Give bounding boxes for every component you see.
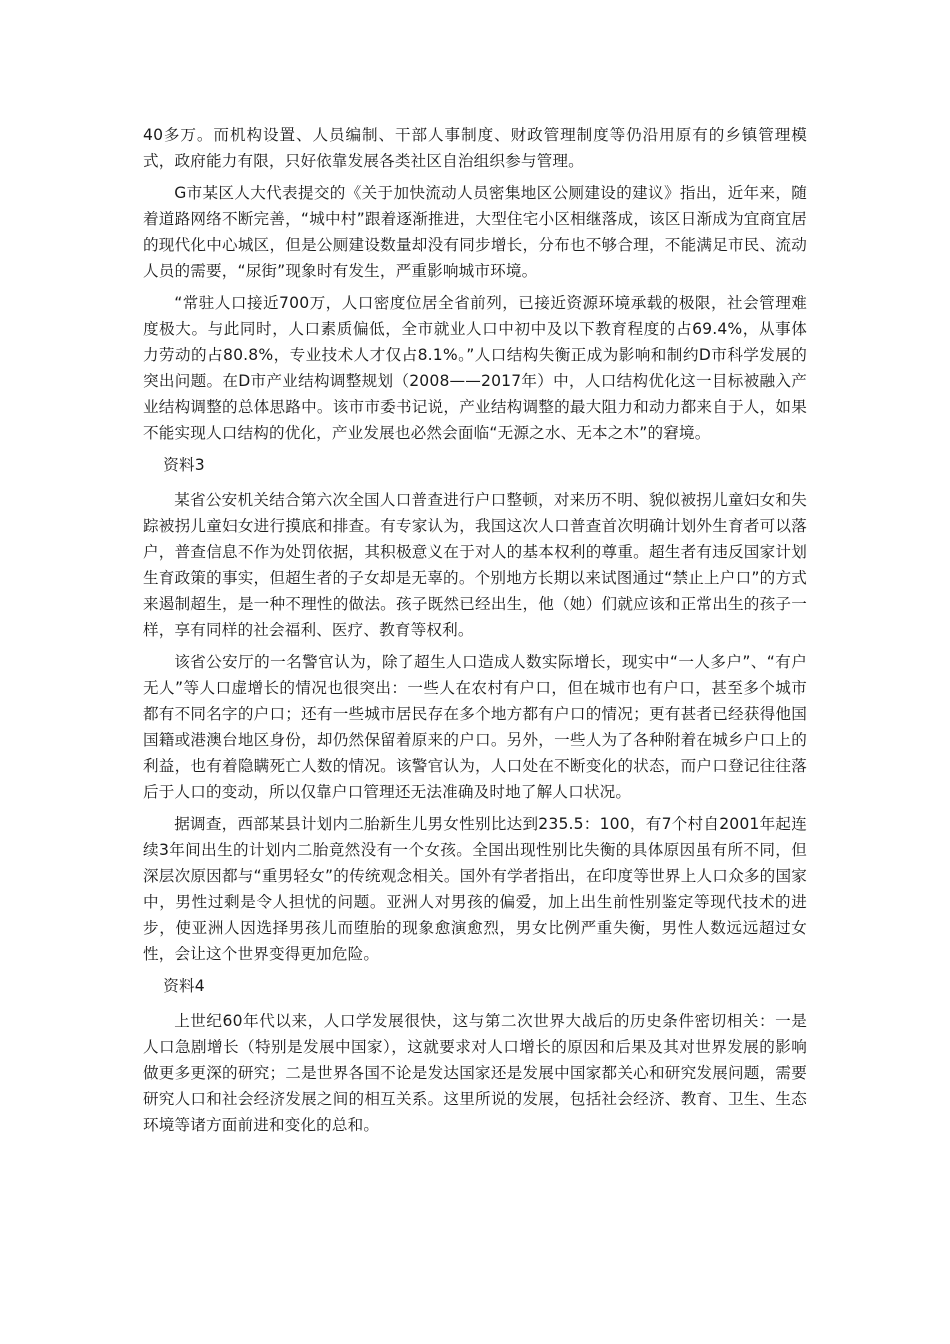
paragraph-public-toilets: G市某区人大代表提交的《关于加快流动人员密集地区公厕建设的建议》指出，近年来，随着道路网络不断完善，“城中村”跟着逐渐推进，大型住宅小区相继落成，该区日渐成为宜商宜居的现代化中心城区，但是公厕建设数量却没有同步增长，分布也不够合理，不能满足市民、流动人员的需要，“尿街”现象时有发生，严重影响城市环境。	[143, 184, 807, 280]
section-heading-4: 资料4	[163, 977, 205, 995]
paragraph-continuation: 40多万。而机构设置、人员编制、干部人事制度、财政管理制度等仍沿用原有的乡镇管理模式，政府能力有限，只好依靠发展各类社区自治组织参与管理。	[143, 126, 807, 170]
paragraph-population-structure: “常驻人口接近700万，人口密度位居全省前列，已接近资源环境承载的极限，社会管理难度极大。与此同时，人口素质偏低，全市就业人口中初中及以下教育程度的占69.4%，从事体力劳动的占80.8%，专业技术人才仅占8.1%。”人口结构失衡正成为影响和制约D市科学发展的突出问题。在D市产业结构调整规划（2008——2017年）中，人口结构优化这一目标被融入产业结构调整的总体思路中。该市市委书记说，产业结构调整的最大阻力和动力都来自于人，如果不能实现人口结构的优化，产业发展也必然会面临“无源之水、无本之木”的窘境。	[143, 294, 807, 442]
paragraph-gender-ratio: 据调查，西部某县计划内二胎新生儿男女性别比达到235.5：100，有7个村自2001年起连续3年间出生的计划内二胎竟然没有一个女孩。全国出现性别比失衡的具体原因虽有所不同，但深层次原因都与“重男轻女”的传统观念相关。国外有学者指出，在印度等世界上人口众多的国家中，男性过剩是令人担忧的问题。亚洲人对男孩的偏爱，加上出生前性别鉴定等现代技术的进步，使亚洲人因选择男孩儿而堕胎的现象愈演愈烈，男女比例严重失衡，男性人数远远超过女性，会让这个世界变得更加危险。	[143, 815, 807, 963]
paragraph-demography: 上世纪60年代以来，人口学发展很快，这与第二次世界大战后的历史条件密切相关：一是人口急剧增长（特别是发展中国家），这就要求对人口增长的原因和后果及其对世界发展的影响做更多更深的研究；二是世界各国不论是发达国家还是发展中国家都关心和研究发展问题，需要研究人口和社会经济发展之间的相互关系。这里所说的发展，包括社会经济、教育、卫生、生态环境等诸方面前进和变化的总和。	[143, 1012, 807, 1134]
paragraph-census: 某省公安机关结合第六次全国人口普查进行户口整顿，对来历不明、貌似被拐儿童妇女和失踪被拐儿童妇女进行摸底和排查。有专家认为，我国这次人口普查首次明确计划外生育者可以落户，普查信息不作为处罚依据，其积极意义在于对人的基本权利的尊重。超生者有违反国家计划生育政策的事实，但超生者的子女却是无辜的。个别地方长期以来试图通过“禁止上户口”的方式来遏制超生，是一种不理性的做法。孩子既然已经出生，他（她）们就应该和正常出生的孩子一样，享有同样的社会福利、医疗、教育等权利。	[143, 491, 807, 639]
section-heading-3: 资料3	[163, 456, 205, 474]
document-page	[143, 122, 807, 1144]
paragraph-household-registration: 该省公安厅的一名警官认为，除了超生人口造成人数实际增长，现实中“一人多户”、“有户无人”等人口虚增长的情况也很突出：一些人在农村有户口，但在城市也有户口，甚至多个城市都有不同名字的户口；还有一些城市居民存在多个地方都有户口的情况；更有甚者已经获得他国国籍或港澳台地区身份，却仍然保留着原来的户口。另外，一些人为了各种附着在城乡户口上的利益，也有着隐瞒死亡人数的情况。该警官认为，人口处在不断变化的状态，而户口登记往往落后于人口的变动，所以仅靠户口管理还无法准确及时地了解人口状况。	[143, 653, 807, 801]
